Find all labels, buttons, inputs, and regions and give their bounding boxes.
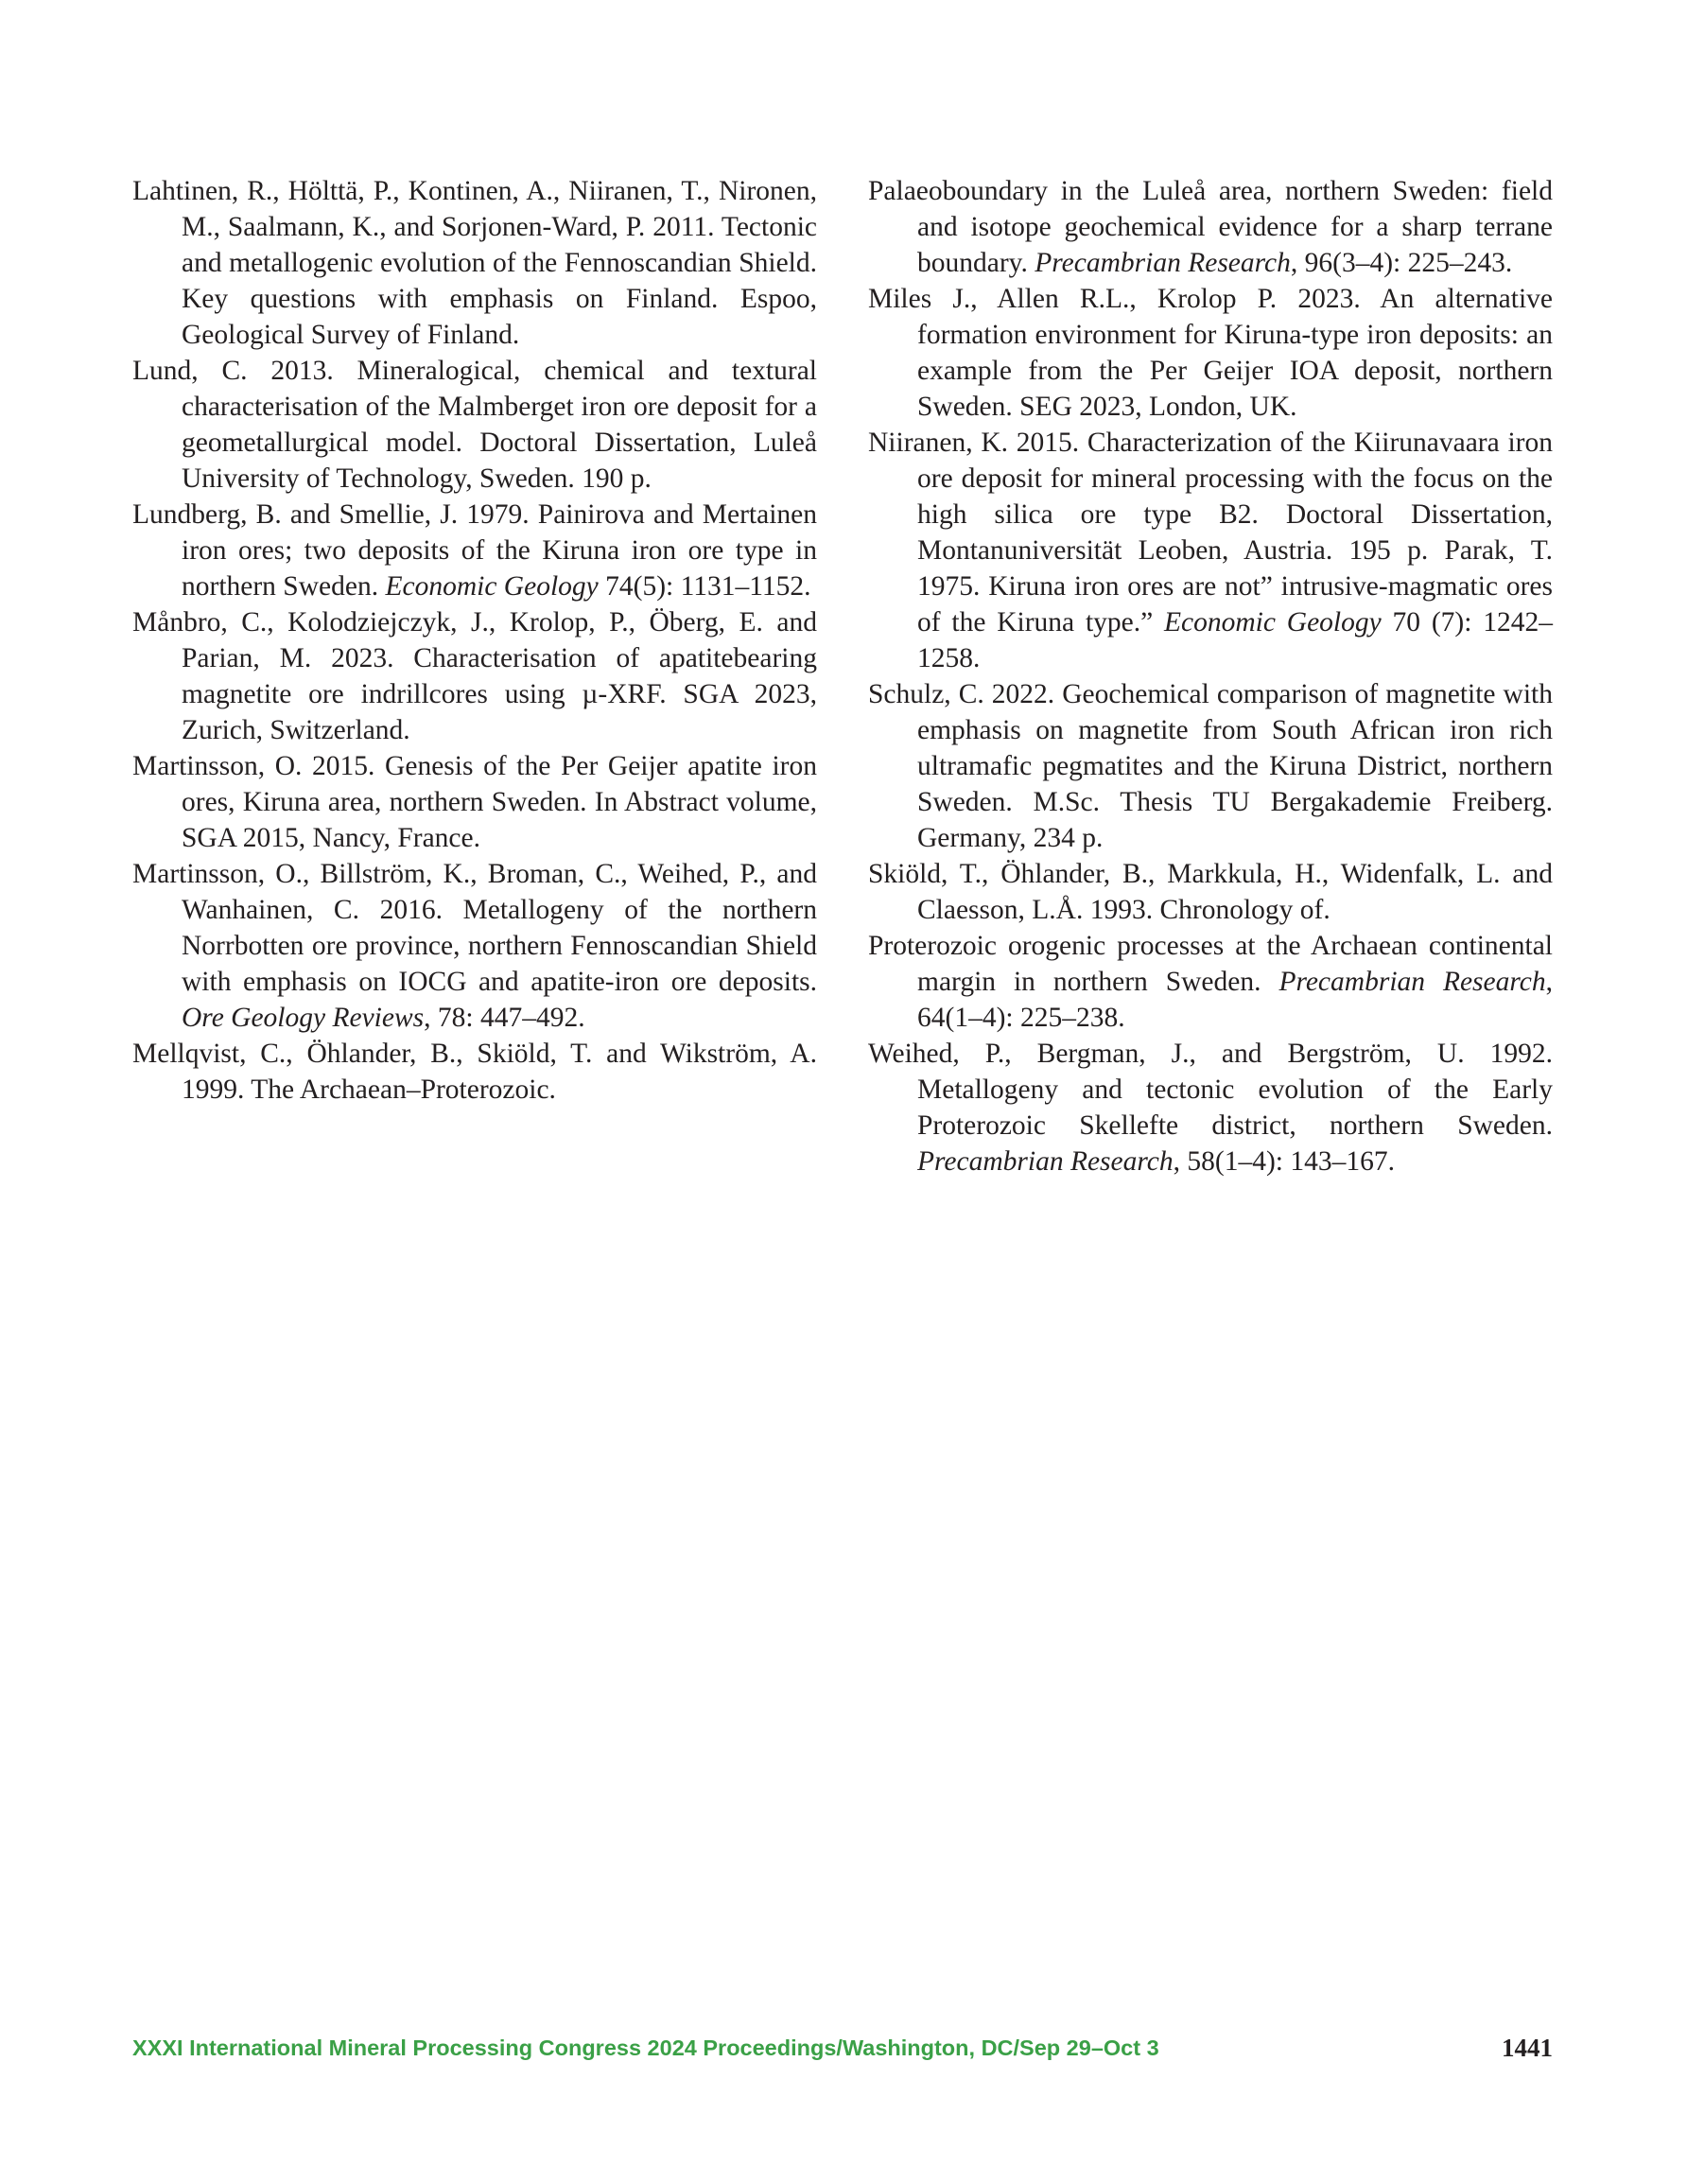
reference-entry: Månbro, C., Kolodziejczyk, J., Krolop, P., Öberg, E. and Parian, M. 2023. Characterisation of apatitebearing magnetite ore indrillcores using µ-XRF. SGA 2023, Zurich, Switzerland. <box>132 607 817 745</box>
reference-entry: Weihed, P., Bergman, J., and Bergström, U. 1992. Metallogeny and tectonic evolution of the Early Proterozoic Skellefte district, northern Sweden. Precambrian Research, 58(1–4): 143–167. <box>868 1039 1553 1177</box>
page-number: 1441 <box>1502 2034 1553 2062</box>
reference-entry: Martinsson, O., Billström, K., Broman, C., Weihed, P., and Wanhainen, C. 2016. Metallogeny of the northern Norrbotten ore province, northern Fennoscandian Shield with emphasis on IOCG and apatite-iron ore deposits. Ore Geology Reviews, 78: 447–492. <box>132 859 817 1033</box>
journal-title: Ore Geology Reviews <box>182 1003 425 1033</box>
page-footer <box>132 2035 1553 2073</box>
reference-entry: Miles J., Allen R.L., Krolop P. 2023. An alternative formation environment for Kiruna-type iron deposits: an example from the Per Geijer IOA deposit, northern Sweden. SEG 2023, London, UK. <box>868 284 1553 422</box>
journal-title: Economic Geology <box>1164 607 1382 638</box>
references-column-left <box>132 173 817 1108</box>
journal-title: Precambrian Research <box>1278 967 1546 997</box>
journal-title: Precambrian Research <box>917 1146 1174 1177</box>
running-title: XXXI International Mineral Processing Congress 2024 Proceedings/Washington, DC/Sep 29–Oct 3 <box>132 2035 1159 2060</box>
reference-entry: Mellqvist, C., Öhlander, B., Skiöld, T. and Wikström, A. 1999. The Archaean–Proterozoic. <box>132 1039 817 1105</box>
reference-entry: Lund, C. 2013. Mineralogical, chemical and textural characterisation of the Malmberget iron ore deposit for a geometallurgical model. Doctoral Dissertation, Luleå University of Technology, Sweden. 190 p. <box>132 356 817 494</box>
reference-entry: Palaeoboundary in the Luleå area, northern Sweden: field and isotope geochemical evidence for a sharp terrane boundary. Precambrian Research, 96(3–4): 225–243. <box>868 176 1553 278</box>
reference-entry: Skiöld, T., Öhlander, B., Markkula, H., Widenfalk, L. and Claesson, L.Å. 1993. Chronology of. <box>868 859 1553 925</box>
journal-title: Economic Geology <box>385 571 599 602</box>
reference-entry: Lahtinen, R., Hölttä, P., Kontinen, A., Niiranen, T., Nironen, M., Saalmann, K., and Sorjonen-Ward, P. 2011. Tectonic and metallogenic evolution of the Fennoscandian Shield. Key questions with emphasis on Finland. Espoo, Geological Survey of Finland. <box>132 176 817 350</box>
reference-entry: Niiranen, K. 2015. Characterization of the Kiirunavaara iron ore deposit for mineral processing with the focus on the high silica ore type B2. Doctoral Dissertation, Montanuniversität Leoben, Austria. 195 p. Parak, T. 1975. Kiruna iron ores are not” intrusive-magmatic ores of the Kiruna type.” Economic Geology 70 (7): 1242–1258. <box>868 428 1553 673</box>
reference-entry: Schulz, C. 2022. Geochemical comparison of magnetite with emphasis on magnetite from South African iron rich ultramafic pegmatites and the Kiruna District, northern Sweden. M.Sc. Thesis TU Bergakademie Freiberg. Germany, 234 p. <box>868 679 1553 853</box>
references-column-right <box>868 173 1553 1179</box>
reference-entry: Proterozoic orogenic processes at the Archaean continental margin in northern Sweden. Precambrian Research, 64(1–4): 225–238. <box>868 931 1553 1033</box>
reference-entry: Martinsson, O. 2015. Genesis of the Per Geijer apatite iron ores, Kiruna area, northern Sweden. In Abstract volume, SGA 2015, Nancy, France. <box>132 751 817 853</box>
reference-entry: Lundberg, B. and Smellie, J. 1979. Painirova and Mertainen iron ores; two deposits of the Kiruna iron ore type in northern Sweden. Economic Geology 74(5): 1131–1152. <box>132 499 817 602</box>
journal-title: Precambrian Research <box>1035 248 1291 278</box>
